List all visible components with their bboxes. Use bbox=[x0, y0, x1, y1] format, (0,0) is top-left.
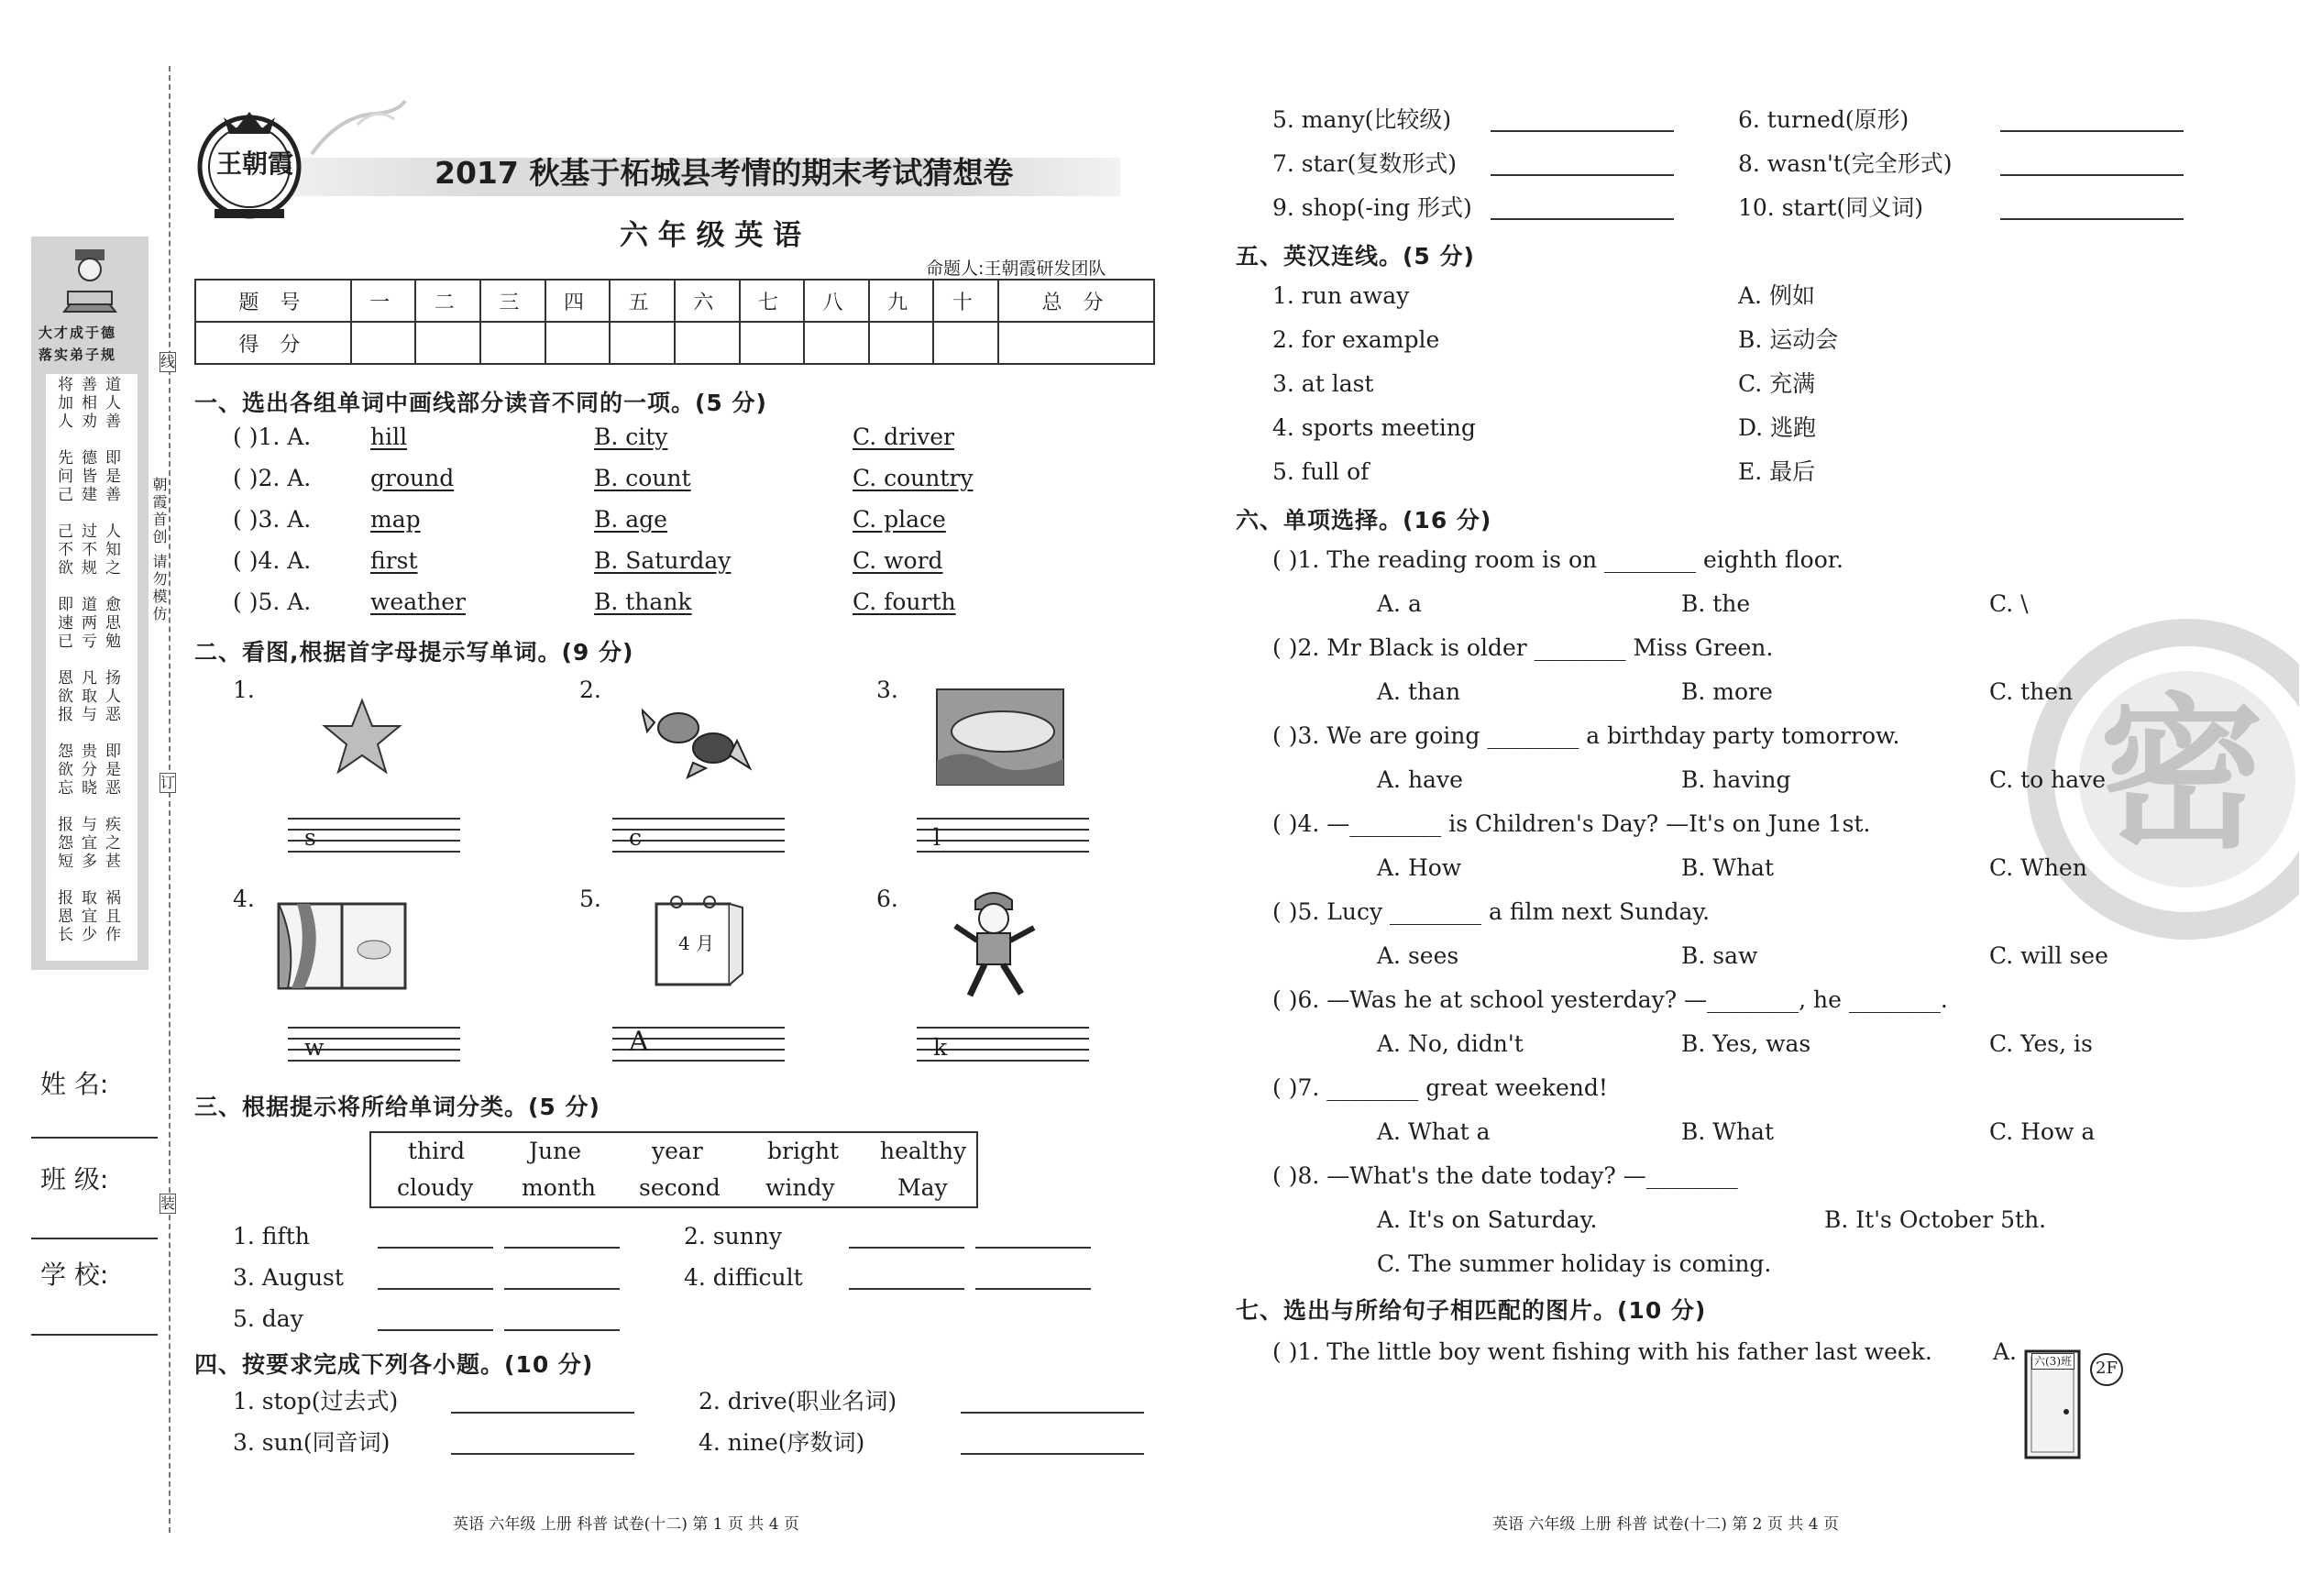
motto-verse-column: 祸且作 bbox=[102, 889, 120, 944]
lake-icon bbox=[935, 688, 1065, 787]
s1-option-b[interactable]: B. count bbox=[594, 465, 691, 491]
s1-option-c[interactable]: C. country bbox=[853, 465, 974, 491]
section-7-heading: 七、选出与所给句子相匹配的图片。(10 分) bbox=[1236, 1297, 1707, 1324]
running-boy-icon bbox=[942, 886, 1043, 1007]
s2-item-5-number: 5. bbox=[579, 886, 601, 912]
motto-verse-column: 扬人恶 bbox=[102, 669, 120, 724]
s1-question-number: ( )2. A. bbox=[233, 465, 312, 491]
s3-prompt-4: 4. difficult bbox=[684, 1264, 803, 1291]
handwriting-line[interactable] bbox=[612, 818, 785, 820]
s6-option-a[interactable]: A. a bbox=[1377, 590, 1422, 617]
score-cell[interactable] bbox=[804, 322, 869, 364]
s4-answer-line[interactable] bbox=[1491, 130, 1674, 132]
s7-q1-option-a[interactable]: A. bbox=[1993, 1338, 2018, 1365]
s3-answer-line[interactable] bbox=[504, 1329, 620, 1331]
s6-option-a[interactable]: A. No, didn't bbox=[1377, 1030, 1524, 1057]
motto-verse-column: 取宜少 bbox=[78, 889, 96, 944]
s5-chinese-meaning[interactable]: C. 充满 bbox=[1738, 370, 1816, 397]
s1-option-a[interactable]: first bbox=[370, 547, 418, 574]
score-header-cell: 三 bbox=[480, 280, 545, 322]
motto-verse-column: 与宜多 bbox=[78, 816, 96, 871]
s6-question: ( )7. ________ great weekend! bbox=[1272, 1074, 1608, 1101]
score-cell[interactable] bbox=[869, 322, 934, 364]
s6-question-8: ( )8. —What's the date today? —________ bbox=[1272, 1162, 1738, 1189]
s2-hint-1: s bbox=[304, 824, 316, 851]
score-table-score-row bbox=[195, 322, 1154, 364]
motto-verse-column: 报恩长 bbox=[54, 889, 72, 944]
s6-option-b[interactable]: B. the bbox=[1681, 590, 1751, 617]
s3-answer-line[interactable] bbox=[378, 1288, 493, 1290]
cut-mark-3: 装 bbox=[160, 1194, 176, 1212]
vertical-note: 朝霞首创 请勿模仿 bbox=[150, 477, 168, 624]
section-3-heading: 三、根据提示将所给单词分类。(5 分) bbox=[194, 1094, 600, 1120]
motto-verse-column: 先问己 bbox=[54, 449, 72, 504]
section-2-heading: 二、看图,根据首字母提示写单词。(9 分) bbox=[194, 639, 634, 666]
s6-option-c[interactable]: C. \ bbox=[1989, 590, 2029, 617]
s6-option-b[interactable]: B. more bbox=[1681, 678, 1773, 705]
s1-option-a[interactable]: weather bbox=[370, 589, 466, 615]
score-row-label: 得 分 bbox=[195, 322, 351, 364]
s4-item-6: 6. turned(原形) bbox=[1738, 106, 1909, 133]
section-1-heading: 一、选出各组单词中画线部分读音不同的一项。(5 分) bbox=[194, 390, 767, 416]
s1-option-a[interactable]: ground bbox=[370, 465, 455, 491]
score-header-cell: 八 bbox=[804, 280, 869, 322]
score-header-cell: 七 bbox=[740, 280, 805, 322]
motto-verse-column: 过不规 bbox=[78, 523, 96, 578]
word-bank-word: healthy bbox=[880, 1138, 967, 1164]
cut-line bbox=[169, 66, 171, 1533]
s1-option-c[interactable]: C. driver bbox=[853, 424, 954, 450]
s7-question-1: ( )1. The little boy went fishing with his father last week. bbox=[1272, 1338, 1932, 1365]
s4-answer-line[interactable] bbox=[961, 1412, 1144, 1414]
s6-option-c[interactable]: C. will see bbox=[1989, 942, 2108, 969]
s1-option-b[interactable]: B. Saturday bbox=[594, 547, 732, 574]
s5-chinese-meaning[interactable]: E. 最后 bbox=[1738, 458, 1816, 485]
s1-option-b[interactable]: B. city bbox=[594, 424, 668, 450]
s3-answer-line[interactable] bbox=[378, 1247, 493, 1249]
s6-option-a[interactable]: A. How bbox=[1377, 854, 1462, 881]
s1-question-number: ( )5. A. bbox=[233, 589, 312, 615]
right-page-footer: 英语 六年级 上册 科普 试卷(十二) 第 2 页 共 4 页 bbox=[1492, 1515, 1839, 1534]
motto-bottom: 落实弟子规 bbox=[39, 347, 117, 363]
s6-question: ( )1. The reading room is on ________ eighth floor. bbox=[1272, 546, 1843, 573]
score-cell[interactable] bbox=[610, 322, 675, 364]
s3-answer-line[interactable] bbox=[378, 1329, 493, 1331]
school-label: 学 校: bbox=[40, 1260, 109, 1290]
score-header-cell: 题 号 bbox=[195, 280, 351, 322]
floor-badge-text: 2F bbox=[2096, 1359, 2118, 1378]
door-sign: 六(3)班 bbox=[2031, 1353, 2074, 1370]
motto-verse-column: 报怨短 bbox=[54, 816, 72, 871]
handwriting-line[interactable] bbox=[917, 851, 1089, 853]
s6-question: ( )5. Lucy ________ a film next Sunday. bbox=[1272, 898, 1711, 925]
s4-item-9: 9. shop(-ing 形式) bbox=[1272, 194, 1472, 221]
s4-answer-line[interactable] bbox=[2000, 174, 2184, 176]
motto-verse-column: 己不欲 bbox=[54, 523, 72, 578]
motto-verse-column: 善相劝 bbox=[78, 376, 96, 431]
s6-q8-option-b[interactable]: B. It's October 5th. bbox=[1824, 1206, 2047, 1233]
motto-verse-column: 恩欲报 bbox=[54, 669, 72, 724]
s5-english-phrase[interactable]: 4. sports meeting bbox=[1272, 414, 1476, 441]
s3-answer-line[interactable] bbox=[504, 1288, 620, 1290]
s1-option-b[interactable]: B. thank bbox=[594, 589, 692, 615]
s6-option-a[interactable]: A. sees bbox=[1377, 942, 1459, 969]
motto-verse-column: 即是恶 bbox=[102, 743, 120, 798]
score-cell[interactable] bbox=[998, 322, 1154, 364]
motto-verse-column: 即是善 bbox=[102, 449, 120, 504]
s3-answer-line[interactable] bbox=[975, 1288, 1091, 1290]
banner-ribbon-icon bbox=[303, 97, 413, 161]
motto-verse-column: 道两亏 bbox=[78, 596, 96, 651]
motto-top: 大才成于德 bbox=[39, 325, 117, 341]
s6-question: ( )6. —Was he at school yesterday? —________, he ________. bbox=[1272, 986, 1948, 1013]
s6-option-b[interactable]: B. What bbox=[1681, 854, 1775, 881]
s3-answer-line[interactable] bbox=[849, 1288, 964, 1290]
word-bank-box bbox=[369, 1131, 978, 1208]
handwriting-line[interactable] bbox=[288, 1027, 460, 1029]
s4-item-4: 4. nine(序数词) bbox=[699, 1429, 865, 1456]
score-header-cell: 一 bbox=[351, 280, 416, 322]
s4-item-7: 7. star(复数形式) bbox=[1272, 150, 1458, 177]
stamp-character: 密 bbox=[2099, 677, 2265, 871]
s1-option-a[interactable]: map bbox=[370, 506, 421, 533]
score-cell[interactable] bbox=[740, 322, 805, 364]
handwriting-line[interactable] bbox=[612, 1060, 785, 1062]
s6-option-a[interactable]: A. than bbox=[1377, 678, 1461, 705]
class-label: 班 级: bbox=[40, 1164, 109, 1194]
s6-q8-option-a[interactable]: A. It's on Saturday. bbox=[1377, 1206, 1598, 1233]
score-cell[interactable] bbox=[675, 322, 740, 364]
word-bank-word: year bbox=[652, 1138, 703, 1164]
score-header-cell: 五 bbox=[610, 280, 675, 322]
cut-mark-1: 线 bbox=[160, 353, 176, 370]
s4-answer-line[interactable] bbox=[451, 1412, 634, 1414]
score-table-header-row bbox=[195, 280, 1154, 322]
s3-answer-line[interactable] bbox=[849, 1247, 964, 1249]
s6-option-c[interactable]: C. How a bbox=[1989, 1118, 2096, 1145]
s4-answer-line[interactable] bbox=[2000, 130, 2184, 132]
s4-answer-line[interactable] bbox=[1491, 218, 1674, 220]
s1-option-c[interactable]: C. word bbox=[853, 547, 943, 574]
score-header-cell: 十 bbox=[933, 280, 998, 322]
window-icon bbox=[273, 898, 411, 994]
s5-chinese-meaning[interactable]: D. 逃跑 bbox=[1738, 414, 1817, 441]
word-bank-word: cloudy bbox=[397, 1174, 474, 1201]
handwriting-line[interactable] bbox=[917, 1027, 1089, 1029]
s1-option-c[interactable]: C. fourth bbox=[853, 589, 956, 615]
score-table bbox=[194, 279, 1155, 365]
s4-item-2: 2. drive(职业名词) bbox=[699, 1388, 897, 1414]
motto-verse-column: 德皆建 bbox=[78, 449, 96, 504]
left-page-footer: 英语 六年级 上册 科普 试卷(十二) 第 1 页 共 4 页 bbox=[453, 1515, 799, 1534]
handwriting-line[interactable] bbox=[917, 829, 1089, 831]
word-bank-word: windy bbox=[765, 1174, 835, 1201]
score-header-cell: 四 bbox=[545, 280, 611, 322]
word-bank-word: second bbox=[639, 1174, 721, 1201]
s2-hint-2: c bbox=[629, 824, 643, 851]
s4-item-8: 8. wasn't(完全形式) bbox=[1738, 150, 1953, 177]
motto-verse-column: 将加人 bbox=[54, 376, 72, 431]
score-cell[interactable] bbox=[545, 322, 611, 364]
score-cell[interactable] bbox=[351, 322, 416, 364]
s5-chinese-meaning[interactable]: A. 例如 bbox=[1738, 282, 1815, 309]
s4-item-10: 10. start(同义词) bbox=[1738, 194, 1923, 221]
handwriting-line[interactable] bbox=[288, 818, 460, 820]
s6-option-b[interactable]: B. Yes, was bbox=[1681, 1030, 1811, 1057]
calendar-month-text: 4 月 bbox=[678, 932, 715, 954]
s2-hint-3: l bbox=[933, 824, 941, 851]
s3-prompt-2: 2. sunny bbox=[684, 1223, 783, 1249]
s4-item-5: 5. many(比较级) bbox=[1272, 106, 1452, 133]
class-input[interactable] bbox=[31, 1238, 158, 1239]
s2-hint-6: k bbox=[933, 1034, 948, 1061]
s2-item-6-number: 6. bbox=[876, 886, 898, 912]
s5-chinese-meaning[interactable]: B. 运动会 bbox=[1738, 326, 1839, 353]
s1-option-c[interactable]: C. place bbox=[853, 506, 946, 533]
s6-question: ( )3. We are going ________ a birthday party tomorrow. bbox=[1272, 722, 1900, 749]
motto-verse-column: 凡取与 bbox=[78, 669, 96, 724]
s2-item-2-number: 2. bbox=[579, 677, 601, 703]
s5-english-phrase[interactable]: 2. for example bbox=[1272, 326, 1440, 353]
s3-prompt-3: 3. August bbox=[233, 1264, 344, 1291]
s2-hint-4: w bbox=[304, 1034, 325, 1061]
s5-english-phrase[interactable]: 1. run away bbox=[1272, 282, 1410, 309]
motto-verse-column: 愈思勉 bbox=[102, 596, 120, 651]
s2-item-1-number: 1. bbox=[233, 677, 255, 703]
exam-title: 2017 秋基于柘城县考情的期末考试猜想卷 bbox=[435, 155, 1014, 191]
exam-author: 命题人:王朝霞研发团队 bbox=[926, 259, 1106, 279]
candy-icon bbox=[642, 695, 752, 779]
s6-option-c[interactable]: C. to have bbox=[1989, 766, 2107, 793]
score-cell[interactable] bbox=[415, 322, 480, 364]
handwriting-line[interactable] bbox=[917, 818, 1089, 820]
s5-english-phrase[interactable]: 3. at last bbox=[1272, 370, 1374, 397]
word-bank-word: May bbox=[897, 1174, 948, 1201]
word-bank-word: third bbox=[408, 1138, 466, 1164]
s6-question: ( )2. Mr Black is older ________ Miss Green. bbox=[1272, 634, 1774, 661]
s6-option-b[interactable]: B. What bbox=[1681, 1118, 1775, 1145]
s1-option-a[interactable]: hill bbox=[370, 424, 408, 450]
section-4-heading: 四、按要求完成下列各小题。(10 分) bbox=[194, 1351, 594, 1378]
s3-answer-line[interactable] bbox=[504, 1247, 620, 1249]
handwriting-line[interactable] bbox=[917, 840, 1089, 842]
s6-option-b[interactable]: B. saw bbox=[1681, 942, 1758, 969]
school-input[interactable] bbox=[31, 1334, 158, 1336]
s6-option-c[interactable]: C. When bbox=[1989, 854, 2087, 881]
s5-english-phrase[interactable]: 5. full of bbox=[1272, 458, 1370, 485]
s4-answer-line[interactable] bbox=[961, 1453, 1144, 1455]
score-cell[interactable] bbox=[933, 322, 998, 364]
s6-q8-option-c[interactable]: C. The summer holiday is coming. bbox=[1377, 1250, 1772, 1277]
score-header-cell: 九 bbox=[869, 280, 934, 322]
section-5-heading: 五、英汉连线。(5 分) bbox=[1236, 243, 1475, 270]
s6-option-b[interactable]: B. having bbox=[1681, 766, 1791, 793]
scholar-figure-icon bbox=[51, 244, 128, 319]
s4-item-3: 3. sun(同音词) bbox=[233, 1429, 391, 1456]
section-6-heading: 六、单项选择。(16 分) bbox=[1236, 507, 1492, 534]
s1-question-number: ( )1. A. bbox=[233, 424, 312, 450]
s3-answer-line[interactable] bbox=[975, 1247, 1091, 1249]
score-cell[interactable] bbox=[480, 322, 545, 364]
s4-answer-line[interactable] bbox=[1491, 174, 1674, 176]
name-label: 姓 名: bbox=[40, 1069, 109, 1099]
name-input[interactable] bbox=[31, 1137, 158, 1139]
word-bank-word: month bbox=[522, 1174, 597, 1201]
s6-question: ( )4. —________ is Children's Day? —It's on June 1st. bbox=[1272, 810, 1871, 837]
star-icon bbox=[321, 697, 403, 776]
motto-verse-column: 疾之甚 bbox=[102, 816, 120, 871]
s6-option-c[interactable]: C. then bbox=[1989, 678, 2074, 705]
s4-answer-line[interactable] bbox=[2000, 218, 2184, 220]
word-bank-word: bright bbox=[767, 1138, 840, 1164]
s1-question-number: ( )3. A. bbox=[233, 506, 312, 533]
s2-hint-5: A bbox=[629, 1026, 649, 1058]
s4-item-1: 1. stop(过去式) bbox=[233, 1388, 399, 1414]
cut-mark-2: 订 bbox=[160, 774, 176, 791]
s1-question-number: ( )4. A. bbox=[233, 547, 312, 574]
motto-verse-column: 人知之 bbox=[102, 523, 120, 578]
s6-option-a[interactable]: A. What a bbox=[1377, 1118, 1491, 1145]
s3-prompt-1: 1. fifth bbox=[233, 1223, 310, 1249]
brand-logo-text: 王朝霞 bbox=[216, 149, 294, 179]
s2-item-4-number: 4. bbox=[233, 886, 255, 912]
motto-verse-column: 怨欲忘 bbox=[54, 743, 72, 798]
motto-verse-column: 道人善 bbox=[102, 376, 120, 431]
score-header-cell: 二 bbox=[415, 280, 480, 322]
s6-option-c[interactable]: C. Yes, is bbox=[1989, 1030, 2093, 1057]
word-bank-word: June bbox=[529, 1138, 582, 1164]
s4-answer-line[interactable] bbox=[451, 1453, 634, 1455]
exam-subtitle: 六 年 级 英 语 bbox=[620, 219, 802, 252]
motto-verse-column: 即速已 bbox=[54, 596, 72, 651]
score-header-cell: 六 bbox=[675, 280, 740, 322]
motto-verse-column: 贵分晓 bbox=[78, 743, 96, 798]
s6-option-a[interactable]: A. have bbox=[1377, 766, 1463, 793]
s2-item-3-number: 3. bbox=[876, 677, 898, 703]
score-header-cell: 总 分 bbox=[998, 280, 1154, 322]
s1-option-b[interactable]: B. age bbox=[594, 506, 667, 533]
s3-prompt-5: 5. day bbox=[233, 1305, 303, 1332]
